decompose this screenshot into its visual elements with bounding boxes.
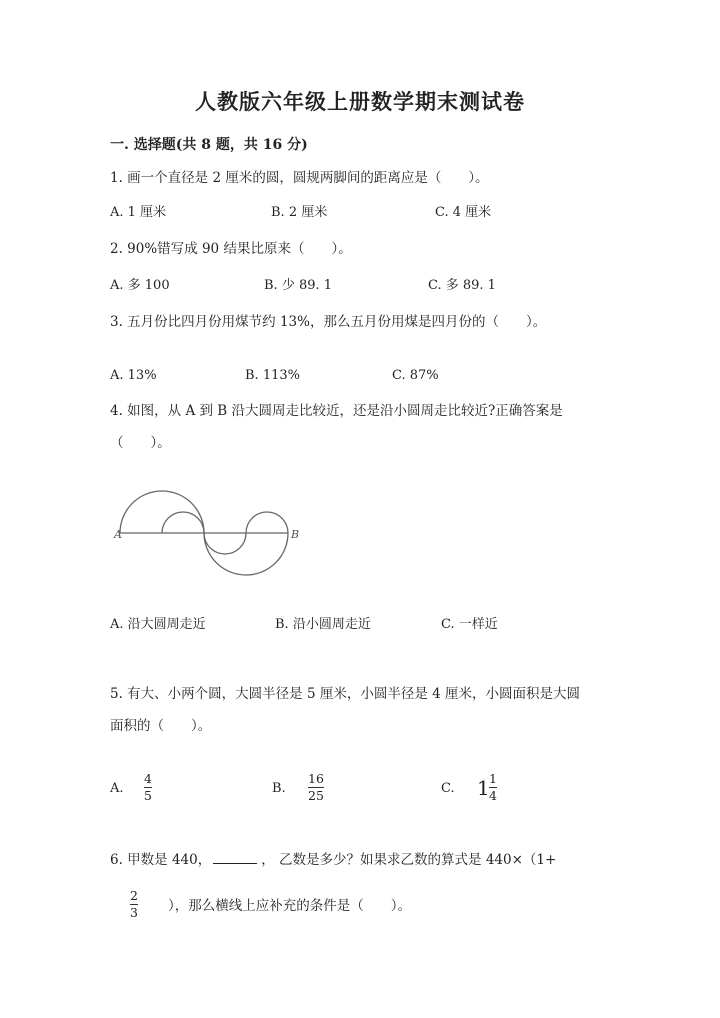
- question-4-option-b: B. 沿小圆周走近: [275, 617, 371, 632]
- point-a-label: A: [114, 528, 122, 541]
- small-semicircle-1: [162, 512, 204, 533]
- small-semicircle-3: [246, 512, 288, 533]
- question-2-option-b: B. 少 89. 1: [264, 278, 333, 293]
- question-3-option-b: B. 113%: [245, 368, 300, 383]
- fraction-numerator: 1: [489, 771, 497, 786]
- question-1-option-a: A. 1 厘米: [110, 205, 167, 220]
- question-5-option-a-fraction: [144, 772, 152, 803]
- fraction-numerator: 16: [308, 771, 324, 786]
- large-semicircle-bottom: [204, 533, 288, 575]
- question-4-text-line2: （ ）。: [110, 435, 171, 451]
- question-5-option-a-label: A.: [110, 781, 124, 796]
- question-5-option-c-whole: 1: [477, 776, 490, 800]
- point-b-label: B: [291, 528, 300, 541]
- question-6-fraction: [130, 889, 138, 920]
- small-semicircle-2: [204, 533, 246, 554]
- question-5-option-b-fraction: [308, 772, 324, 803]
- fraction-denominator: 5: [144, 788, 152, 803]
- fraction-denominator: 25: [308, 788, 324, 803]
- question-5-option-c-label: C.: [441, 781, 455, 796]
- large-semicircle-top: [120, 491, 204, 533]
- question-4-option-a: A. 沿大圆周走近: [110, 617, 206, 632]
- question-2-text: 2. 90%错写成 90 结果比原来（ ）。: [110, 241, 352, 257]
- fraction-denominator: 3: [130, 905, 138, 920]
- question-3-option-a: A. 13%: [110, 368, 157, 383]
- question-5-text-line2: 面积的（ ）。: [110, 718, 212, 734]
- fraction-numerator: 2: [130, 888, 138, 903]
- question-5-option-b-label: B.: [272, 781, 286, 796]
- question-1-option-c: C. 4 厘米: [435, 205, 492, 220]
- question-6-text-line2: ），那么横线上应补充的条件是（ ）。: [168, 898, 411, 914]
- fraction-denominator: 4: [489, 788, 497, 803]
- question-4-option-c: C. 一样近: [441, 617, 498, 632]
- question-2-option-a: A. 多 100: [110, 278, 170, 293]
- question-6-text-line1: [110, 850, 556, 870]
- page-title: 人教版六年级上册数学期末测试卷: [195, 89, 525, 114]
- question-3-text: 3. 五月份比四月份用煤节约 13%，那么五月份用煤是四月份的（ ）。: [110, 314, 547, 330]
- question-1-text: 1. 画一个直径是 2 厘米的圆，圆规两脚间的距离应是（ ）。: [110, 170, 489, 186]
- question-2-option-c: C. 多 89. 1: [428, 278, 496, 293]
- fraction-numerator: 4: [144, 771, 152, 786]
- question-6-part1: 6. 甲数是 440，: [110, 852, 212, 868]
- semicircle-path-figure: [110, 480, 310, 580]
- question-1-option-b: B. 2 厘米: [271, 205, 328, 220]
- section-heading-choice: 一. 选择题(共 8 题，共 16 分): [110, 137, 308, 153]
- question-5-text-line1: 5. 有大、小两个圆，大圆半径是 5 厘米，小圆半径是 4 厘米，小圆面积是大圆: [110, 686, 581, 702]
- question-6-part2: ， 乙数是多少？如果求乙数的算式是 440×（1+: [261, 852, 557, 868]
- answer-blank[interactable]: [213, 863, 257, 864]
- question-3-option-c: C. 87%: [392, 368, 439, 383]
- question-4-text-line1: 4. 如图，从 A 到 B 沿大圆周走比较近，还是沿小圆周走比较近?正确答案是: [110, 403, 563, 419]
- question-5-option-c-fraction: [489, 772, 497, 803]
